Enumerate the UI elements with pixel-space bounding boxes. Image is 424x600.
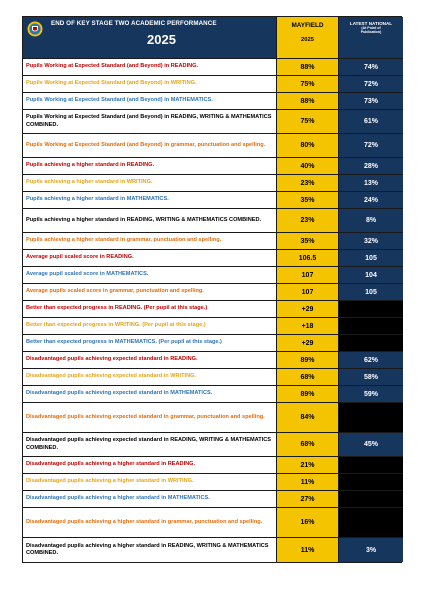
school-value: 68% (277, 369, 339, 386)
school-value: 84% (277, 403, 339, 433)
school-name: MAYFIELD (291, 22, 324, 29)
school-value: 11% (277, 474, 339, 491)
national-value: 72% (339, 134, 403, 158)
national-subtitle-1: (At Point of (361, 26, 381, 30)
row-label: Pupils Working at Expected Standard (and Beyond) in READING. (23, 59, 277, 76)
national-value-blank (339, 335, 403, 352)
national-value-blank (339, 318, 403, 335)
row-label: Average pupil scaled score in READING. (23, 250, 277, 267)
performance-table (22, 16, 402, 563)
school-value: 40% (277, 158, 339, 175)
school-value: +18 (277, 318, 339, 335)
row-label: Pupils achieving a higher standard in grammar, punctuation and spelling. (23, 233, 277, 250)
row-label: Disadvantaged pupils achieving expected standard in grammar, punctuation and spelling. (23, 403, 277, 433)
national-value: 58% (339, 369, 403, 386)
school-value: 107 (277, 284, 339, 301)
school-value: +29 (277, 335, 339, 352)
national-value-blank (339, 457, 403, 474)
national-value-blank (339, 491, 403, 508)
row-label: Average pupils scaled score in grammar, punctuation and spelling. (23, 284, 277, 301)
national-value: 3% (339, 538, 403, 562)
row-label: Better than expected progress in MATHEMATICS. (Per pupil at this stage.) (23, 335, 277, 352)
row-label: Pupils Working at Expected Standard (and Beyond) in READING, WRITING & MATHEMATICS COMBINED. (23, 110, 277, 134)
national-title: LATEST NATIONAL (349, 21, 393, 26)
national-value: 104 (339, 267, 403, 284)
national-value: 28% (339, 158, 403, 175)
school-value: 89% (277, 352, 339, 369)
row-label: Better than expected progress in WRITING. (Per pupil at this stage.) (23, 318, 277, 335)
national-column-header (339, 17, 403, 59)
school-value: 106.5 (277, 250, 339, 267)
row-label: Disadvantaged pupils achieving a higher standard in READING. (23, 457, 277, 474)
row-label: Disadvantaged pupils achieving expected standard in MATHEMATICS. (23, 386, 277, 403)
national-value: 8% (339, 209, 403, 233)
national-subtitle-2: Publication) (360, 30, 382, 35)
school-column-header (277, 17, 339, 59)
school-value: 35% (277, 233, 339, 250)
row-label: Pupils achieving a higher standard in MATHEMATICS. (23, 192, 277, 209)
national-value-blank (339, 403, 403, 433)
row-label: Average pupil scaled score in MATHEMATICS. (23, 267, 277, 284)
school-value: 88% (277, 93, 339, 110)
national-value-blank (339, 474, 403, 491)
school-value: 68% (277, 433, 339, 457)
national-value: 105 (339, 250, 403, 267)
school-crest-icon (27, 21, 43, 37)
row-label: Disadvantaged pupils achieving expected standard in READING. (23, 352, 277, 369)
national-value: 74% (339, 59, 403, 76)
national-value: 61% (339, 110, 403, 134)
school-year: 2025 (301, 37, 314, 43)
school-value: 11% (277, 538, 339, 562)
national-value: 45% (339, 433, 403, 457)
school-value: 23% (277, 175, 339, 192)
page-title: END OF KEY STAGE TWO ACADEMIC PERFORMANCE (51, 20, 217, 27)
row-label: Disadvantaged pupils achieving a higher standard in grammar, punctuation and spelling. (23, 508, 277, 538)
school-value: 80% (277, 134, 339, 158)
header-title-cell (23, 17, 277, 59)
school-value: 21% (277, 457, 339, 474)
row-label: Pupils achieving a higher standard in READING. (23, 158, 277, 175)
row-label: Disadvantaged pupils achieving a higher standard in MATHEMATICS. (23, 491, 277, 508)
national-value-blank (339, 301, 403, 318)
row-label: Disadvantaged pupils achieving expected standard in READING, WRITING & MATHEMATICS COMBINED. (23, 433, 277, 457)
row-label: Pupils achieving a higher standard in WRITING. (23, 175, 277, 192)
row-label: Pupils Working at Expected Standard (and Beyond) in MATHEMATICS. (23, 93, 277, 110)
school-value: 16% (277, 508, 339, 538)
row-label: Better than expected progress in READING. (Per pupil at this stage.) (23, 301, 277, 318)
school-value: 23% (277, 209, 339, 233)
school-value: +29 (277, 301, 339, 318)
row-label: Pupils Working at Expected Standard (and Beyond) in WRITING. (23, 76, 277, 93)
school-value: 75% (277, 76, 339, 93)
school-value: 75% (277, 110, 339, 134)
national-value: 72% (339, 76, 403, 93)
school-value: 35% (277, 192, 339, 209)
national-value: 13% (339, 175, 403, 192)
national-value-blank (339, 508, 403, 538)
row-label: Pupils achieving a higher standard in READING, WRITING & MATHEMATICS COMBINED. (23, 209, 277, 233)
national-value: 59% (339, 386, 403, 403)
school-value: 88% (277, 59, 339, 76)
header-year: 2025 (147, 32, 176, 47)
row-label: Disadvantaged pupils achieving a higher standard in READING, WRITING & MATHEMATICS COMBINED. (23, 538, 277, 562)
row-label: Pupils Working at Expected Standard (and Beyond) in grammar, punctuation and spelling. (23, 134, 277, 158)
row-label: Disadvantaged pupils achieving expected standard in WRITING. (23, 369, 277, 386)
school-value: 107 (277, 267, 339, 284)
school-value: 89% (277, 386, 339, 403)
school-value: 27% (277, 491, 339, 508)
national-value: 24% (339, 192, 403, 209)
national-value: 73% (339, 93, 403, 110)
national-value: 105 (339, 284, 403, 301)
row-label: Disadvantaged pupils achieving a higher standard in WRITING. (23, 474, 277, 491)
national-value: 62% (339, 352, 403, 369)
national-value: 32% (339, 233, 403, 250)
